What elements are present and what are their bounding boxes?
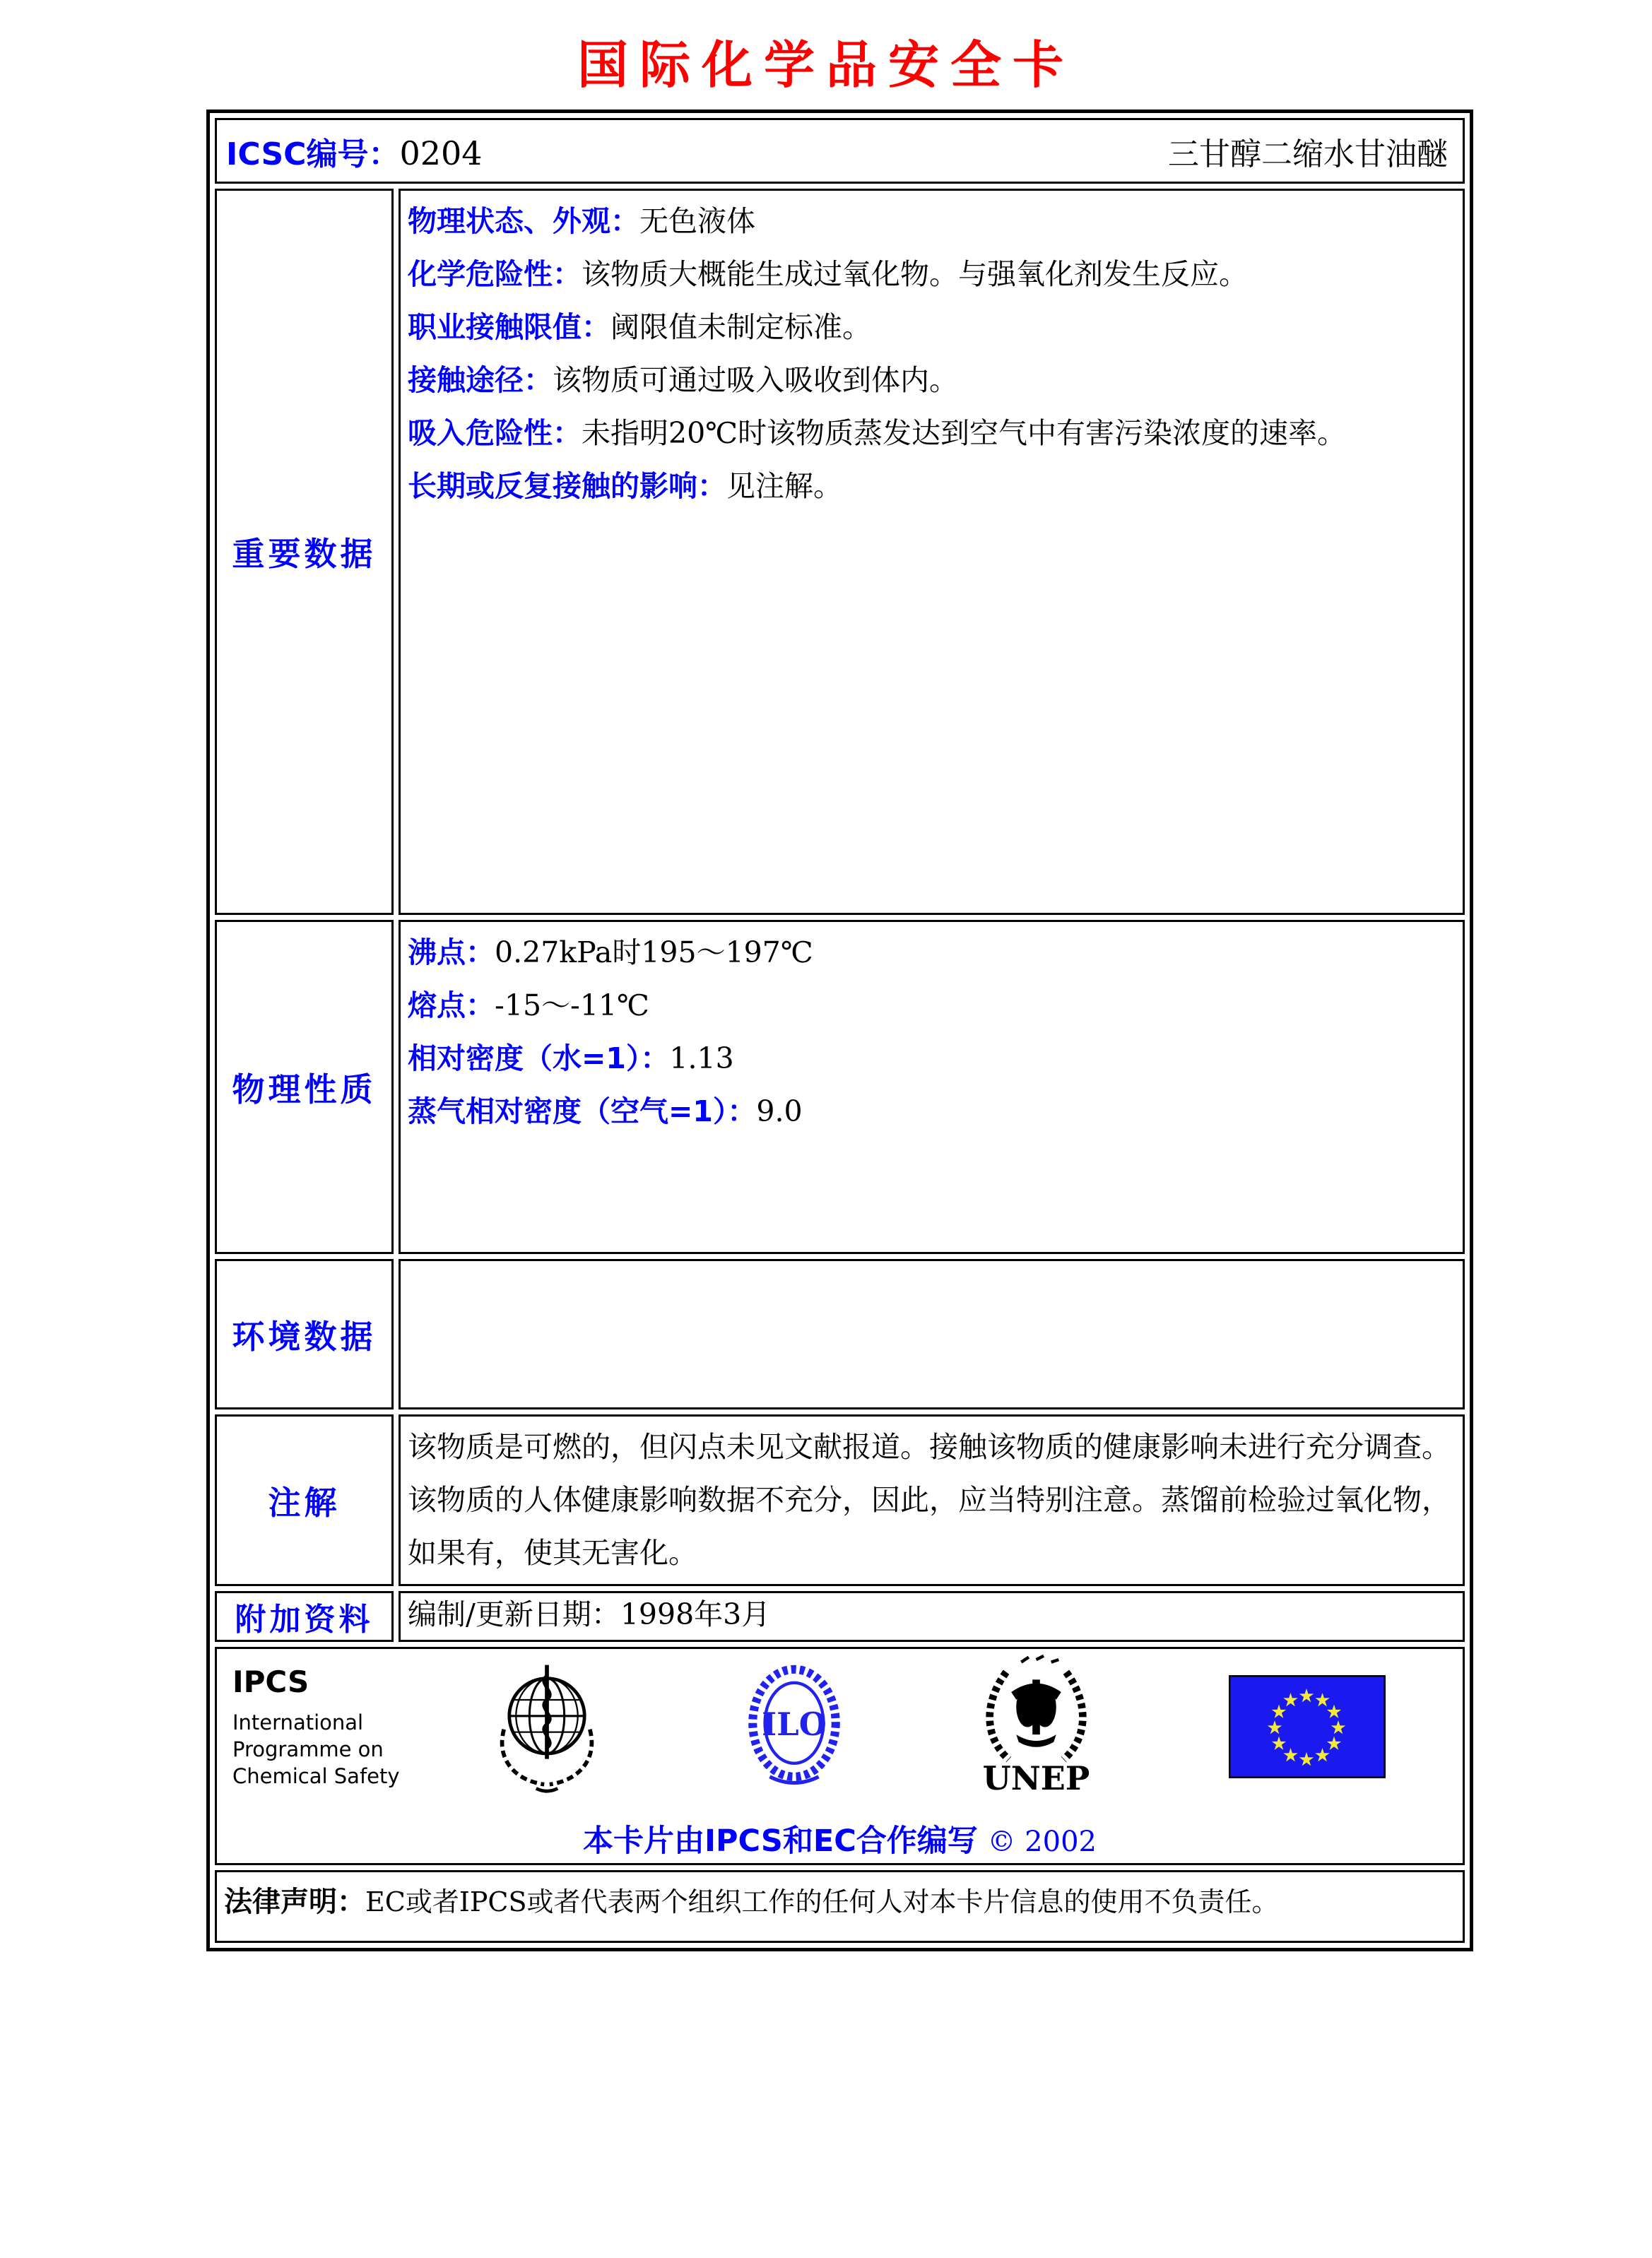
field-label: 蒸气相对密度（空气=1）： <box>408 1094 757 1128</box>
environmental-data-content <box>399 1259 1465 1409</box>
section-label-physical-properties: 物理性质 <box>215 920 394 1254</box>
field-value: 见注解。 <box>726 469 842 503</box>
legal-notice-line <box>224 1876 1456 1923</box>
header-row <box>215 118 1465 184</box>
field-label: 接触途径： <box>408 363 553 397</box>
field-value: 9.0 <box>756 1094 803 1128</box>
ipcs-subtitle-line1: International <box>232 1710 364 1734</box>
legal-notice-cell <box>215 1870 1465 1943</box>
field-line <box>408 979 1456 1032</box>
field-label: 沸点： <box>408 935 495 969</box>
chemical-name: 三甘醇二缩水甘油醚 <box>1168 136 1448 172</box>
field-label: 物理状态、外观： <box>408 204 639 238</box>
section-label-environmental-data: 环境数据 <box>215 1259 394 1409</box>
icsc-number-label: ICSC编号： <box>226 136 400 172</box>
legal-notice-label: 法律声明： <box>224 1886 365 1918</box>
legal-notice-text: EC或者IPCS或者代表两个组织工作的任何人对本卡片信息的使用不负责任。 <box>365 1886 1279 1917</box>
unep-logo-text: UNEP <box>982 1758 1090 1797</box>
field-line <box>408 1085 1456 1138</box>
organizations-row <box>215 1647 1465 1865</box>
ipcs-text-block <box>232 1665 409 1790</box>
additional-info-row <box>215 1591 1465 1642</box>
field-line <box>408 926 1456 979</box>
icsc-number-value: 0204 <box>399 134 483 172</box>
field-line <box>408 1032 1456 1085</box>
section-label-additional-info: 附加资料 <box>215 1591 394 1642</box>
additional-info-text: 编制/更新日期：1998年3月 <box>408 1597 771 1631</box>
field-value: 未指明20℃时该物质蒸发达到空气中有害污染浓度的速率。 <box>582 416 1347 450</box>
field-label: 化学危险性： <box>408 257 582 291</box>
field-value: 阈限值未制定标准。 <box>610 310 871 344</box>
notes-content <box>399 1414 1465 1586</box>
logos-row <box>224 1656 1456 1797</box>
field-value: 无色液体 <box>639 204 755 238</box>
field-line <box>408 407 1456 460</box>
cooperation-caption-text: 本卡片由IPCS和EC合作编写 <box>583 1823 978 1859</box>
field-line <box>408 460 1456 513</box>
eu-flag-icon <box>1229 1675 1386 1778</box>
environmental-data-row <box>215 1259 1465 1409</box>
icsc-number-group <box>226 129 483 174</box>
ilo-logo-icon <box>731 1660 858 1794</box>
cooperation-caption <box>224 1817 1456 1860</box>
notes-text: 该物质是可燃的，但闪点未见文献报道。接触该物质的健康影响未进行充分调查。该物质的人体健康影响数据不充分，因此，应当特别注意。蒸馏前检验过氧化物，如果有，使其无害化。 <box>408 1430 1451 1570</box>
physical-properties-row <box>215 920 1465 1254</box>
important-data-row <box>215 189 1465 915</box>
section-label-important-data: 重要数据 <box>215 189 394 915</box>
ipcs-subtitle-line3: Chemical Safety <box>232 1763 400 1788</box>
field-value: -15～-11℃ <box>495 988 649 1022</box>
notes-row <box>215 1414 1465 1586</box>
page-title: 国际化学品安全卡 <box>577 35 1075 95</box>
field-value: 0.27kPa时195～197℃ <box>495 935 813 969</box>
field-line <box>408 354 1456 407</box>
physical-properties-content <box>399 920 1465 1254</box>
header-cell <box>215 118 1465 184</box>
important-data-content <box>399 189 1465 915</box>
organizations-cell <box>215 1647 1465 1865</box>
icsc-card-table <box>206 110 1473 1951</box>
field-value: 该物质可通过吸入吸收到体内。 <box>553 363 958 397</box>
field-label: 职业接触限值： <box>408 310 610 344</box>
cooperation-caption-year: © 2002 <box>987 1826 1097 1858</box>
field-label: 长期或反复接触的影响： <box>408 469 726 503</box>
unep-logo-icon <box>971 1656 1102 1797</box>
legal-notice-row <box>215 1870 1465 1943</box>
field-value: 该物质大概能生成过氧化物。与强氧化剂发生反应。 <box>582 257 1248 291</box>
ipcs-title: IPCS <box>232 1664 309 1699</box>
field-line <box>408 248 1456 301</box>
who-logo-icon <box>480 1660 614 1794</box>
field-line <box>408 301 1456 354</box>
field-label: 吸入危险性： <box>408 416 582 450</box>
field-value: 1.13 <box>669 1041 734 1075</box>
field-label: 相对密度（水=1）： <box>408 1041 670 1075</box>
field-line <box>408 195 1456 248</box>
ilo-logo-text: ILO <box>762 1706 827 1744</box>
section-label-notes: 注解 <box>215 1414 394 1586</box>
ipcs-subtitle-line2: Programme on <box>232 1737 384 1761</box>
field-label: 熔点： <box>408 988 495 1022</box>
additional-info-content <box>399 1591 1465 1642</box>
